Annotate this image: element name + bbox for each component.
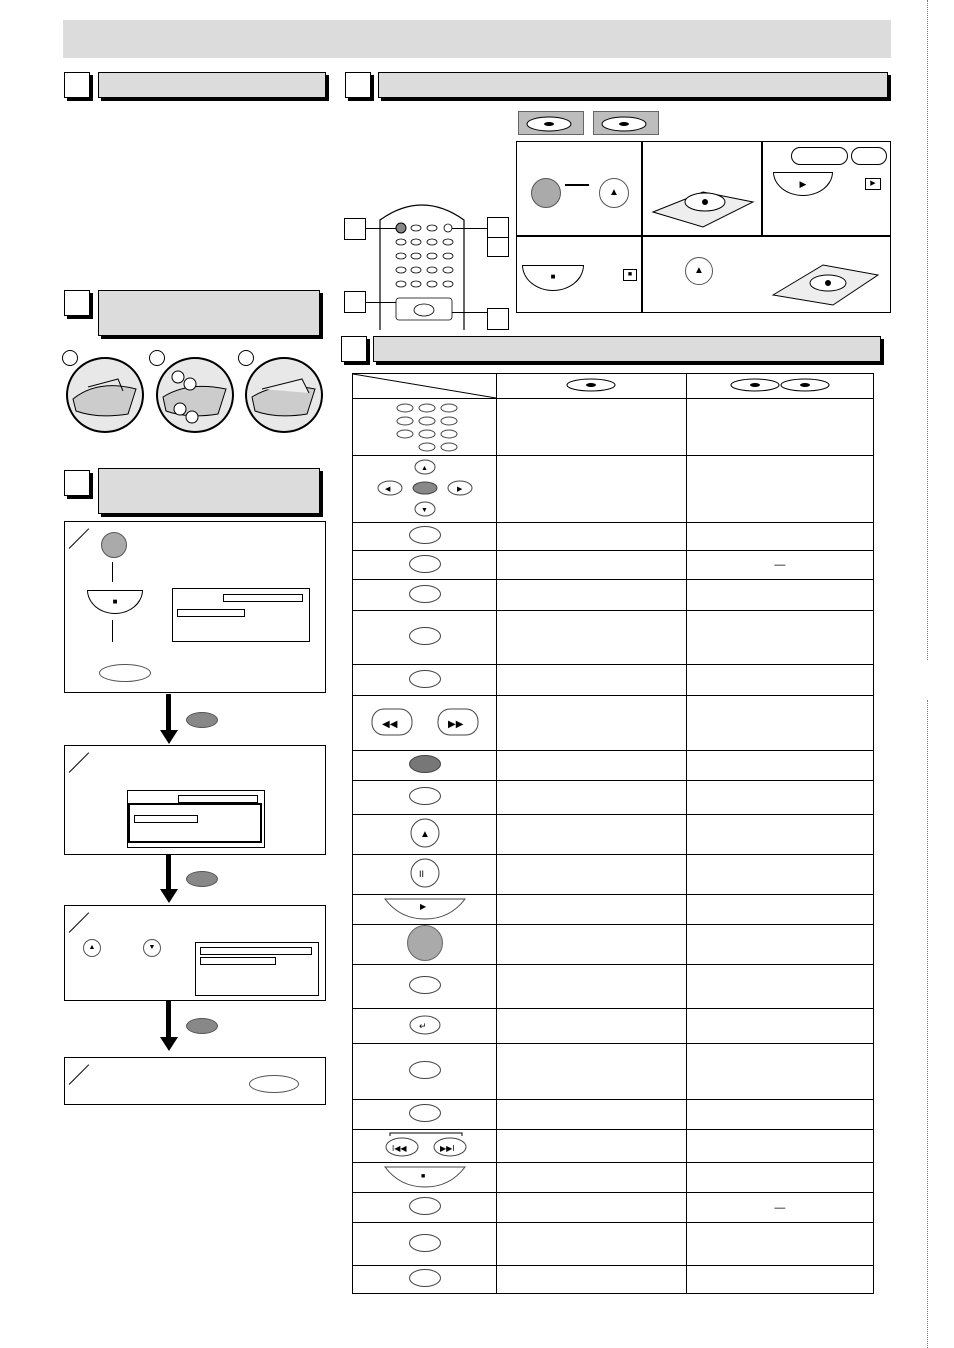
speech-bubble [791, 147, 848, 165]
table-row [353, 1100, 874, 1130]
table-row [353, 815, 874, 855]
section-number-box [64, 470, 90, 496]
eject-icon: ▲ [685, 257, 713, 285]
eject-icon: ▲ [599, 178, 629, 208]
table-row [353, 1130, 874, 1163]
svg-text:■: ■ [420, 1173, 425, 1180]
remote-icon [372, 190, 472, 330]
section-heading-bar [98, 468, 320, 514]
page-edge-divider [927, 700, 928, 1348]
battery-icon [158, 359, 232, 431]
callout-box [344, 218, 366, 240]
callout-line [452, 312, 487, 313]
table-row [353, 1193, 874, 1223]
table-row [353, 925, 874, 965]
disc-tray-icon [763, 245, 883, 309]
tv-screen-icon [127, 790, 265, 848]
table-row [353, 965, 874, 1009]
top-title-bar [63, 20, 891, 58]
battery-cover-icon [68, 359, 142, 431]
section-number-box [345, 72, 371, 98]
oval-button-icon [409, 526, 441, 544]
setup-step-panel [64, 905, 326, 1001]
callout-box [344, 291, 366, 313]
arrow-buttons-icon [353, 456, 497, 523]
oval-button-icon [409, 1061, 441, 1079]
table-row [353, 580, 874, 611]
enter-button-icon [186, 871, 218, 887]
power-button-icon [101, 532, 127, 558]
setup-step-panel [64, 1057, 326, 1105]
play-indicator-icon: ▶ [865, 178, 881, 190]
oval-button-icon [409, 627, 441, 645]
table-cell-mark: — [686, 1193, 873, 1223]
tv-screen-icon [172, 588, 310, 642]
disc-tray-icon [643, 142, 761, 234]
callout-line [452, 228, 487, 229]
disc-label [518, 111, 584, 135]
section-number-box [64, 290, 90, 316]
svg-text:▼: ▼ [420, 506, 428, 514]
tv-screen-icon [195, 942, 319, 996]
return-button-icon [353, 1009, 497, 1044]
table-header-row [353, 374, 874, 399]
enter-button-icon [186, 712, 218, 728]
table-row [353, 751, 874, 781]
table-row [353, 1009, 874, 1044]
section-number-box [64, 72, 90, 98]
oval-button-icon [409, 1197, 441, 1215]
disc-icon [561, 376, 621, 394]
setup-button-icon [249, 1075, 299, 1093]
table-row [353, 1266, 874, 1294]
arrow-down-icon [112, 562, 113, 582]
power-button-icon [531, 178, 561, 208]
table-row [353, 399, 874, 456]
battery-step-image [245, 357, 323, 433]
callout-line [366, 302, 396, 303]
stop-icon: ■ [87, 590, 143, 614]
table-row [353, 456, 874, 523]
table-row [353, 696, 874, 751]
setup-step-panel [64, 745, 326, 855]
disc-icon [594, 112, 658, 134]
flow-arrow-head [160, 889, 178, 903]
svg-text:I◀◀: I◀◀ [391, 1143, 407, 1153]
table-row [353, 665, 874, 696]
disc-label [593, 111, 659, 135]
step-panel [642, 141, 762, 236]
page-edge-divider [927, 0, 928, 660]
oval-button-icon [409, 1234, 441, 1252]
svg-text:▲: ▲ [419, 829, 430, 840]
disc-icon [725, 376, 835, 394]
table-row [353, 523, 874, 551]
table-row [353, 855, 874, 895]
section-heading-bar [378, 72, 888, 98]
flow-arrow [166, 1001, 171, 1039]
speech-bubble [851, 147, 887, 165]
table-row [353, 1163, 874, 1193]
oval-button-icon [409, 555, 441, 573]
flow-arrow-head [160, 1037, 178, 1051]
dark-oval-button-icon [409, 755, 441, 773]
table-row [353, 781, 874, 815]
svg-text:▲: ▲ [420, 464, 428, 472]
arrow-right-icon [565, 184, 589, 186]
svg-text:◀: ◀ [384, 485, 390, 493]
setup-step-panel [64, 521, 326, 693]
oval-button-icon [409, 1269, 441, 1287]
stop-button-icon [353, 1163, 497, 1193]
svg-text:▶▶I: ▶▶I [439, 1143, 455, 1153]
svg-text:▶▶: ▶▶ [447, 718, 463, 730]
arrow-down-icon [112, 620, 113, 642]
header-disc-cell [497, 374, 687, 399]
oval-button-icon [409, 787, 441, 805]
down-arrow-icon: ▼ [143, 939, 161, 957]
step-panel [762, 141, 891, 236]
callout-line [366, 228, 396, 229]
battery-step-image [156, 357, 234, 433]
table-row [353, 895, 874, 925]
svg-text:↵: ↵ [418, 1020, 427, 1031]
svg-text:◀◀: ◀◀ [381, 718, 397, 730]
skip-buttons-icon [353, 1130, 497, 1163]
setup-button-icon [99, 664, 151, 682]
oval-button-icon [409, 976, 441, 994]
oval-button-icon [409, 1104, 441, 1122]
section-number-box [341, 336, 367, 362]
search-buttons-icon [353, 696, 497, 751]
flow-arrow [166, 855, 171, 891]
header-diagonal-cell [353, 374, 497, 399]
section-heading-bar [98, 72, 326, 98]
button-function-table [352, 373, 874, 1294]
pause-button-icon [353, 855, 497, 895]
number-buttons-icon [353, 399, 497, 456]
svg-text:▶: ▶ [419, 902, 426, 911]
table-cell-mark: — [686, 551, 873, 580]
header-disc-cell [686, 374, 873, 399]
oval-button-icon [409, 585, 441, 603]
svg-text:II: II [418, 869, 424, 879]
enter-button-icon [186, 1018, 218, 1034]
step-panel [516, 236, 642, 313]
section-heading-bar [98, 290, 320, 336]
step-panel [642, 236, 891, 313]
callout-box [487, 308, 509, 330]
flow-arrow [166, 694, 171, 732]
oval-button-icon [409, 670, 441, 688]
stop-indicator-icon: ■ [623, 269, 637, 281]
battery-step-image [66, 357, 144, 433]
up-arrow-icon: ▲ [83, 939, 101, 957]
table-row [353, 611, 874, 665]
step-panel [516, 141, 642, 236]
section-heading-bar [373, 336, 881, 362]
table-row [353, 551, 874, 580]
stop-icon: ■ [522, 265, 584, 291]
eject-button-icon [353, 815, 497, 855]
disc-icon [519, 112, 583, 134]
flow-arrow-head [160, 730, 178, 744]
battery-cover-icon [247, 359, 321, 431]
table-row [353, 1223, 874, 1266]
table-row [353, 1044, 874, 1100]
play-icon: ▶ [773, 172, 833, 196]
svg-text:▶: ▶ [456, 485, 462, 493]
callout-box [487, 217, 509, 239]
power-button-icon [407, 925, 443, 961]
callout-box [487, 237, 509, 257]
play-button-icon [353, 895, 497, 925]
